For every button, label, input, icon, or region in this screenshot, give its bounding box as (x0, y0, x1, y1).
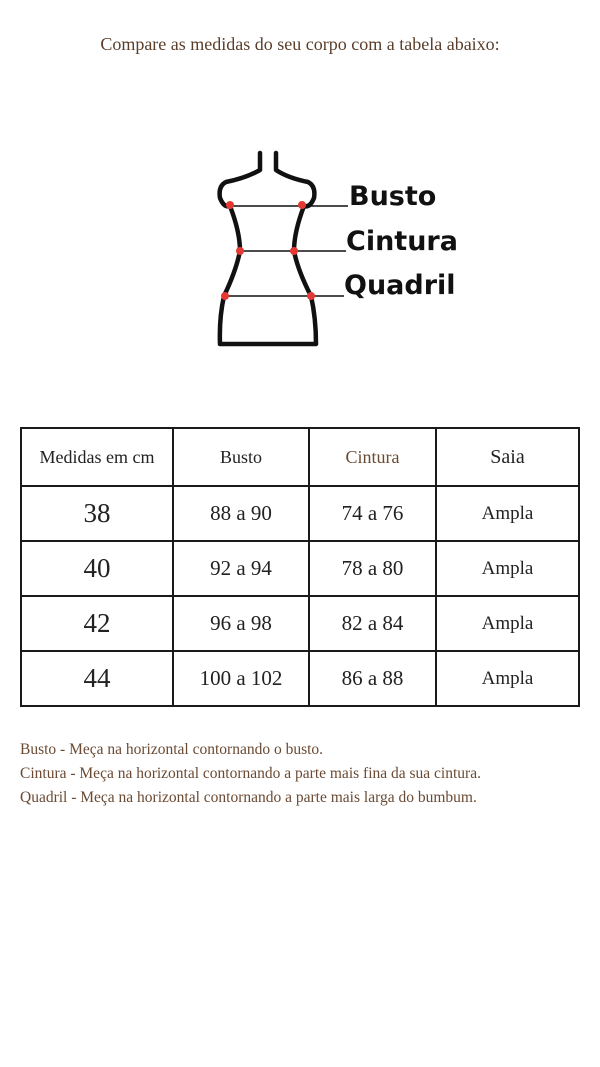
hip-label: Quadril (344, 270, 456, 301)
header-waist: Cintura (309, 428, 436, 486)
bust-cell: 100 a 102 (173, 651, 309, 706)
table-row (21, 541, 579, 596)
measurement-notes (20, 738, 595, 810)
bust-label: Busto (349, 181, 437, 212)
note-waist: Cintura - Meça na horizontal contornando a parte mais fina da sua cintura. (20, 765, 481, 782)
size-cell: 42 (21, 596, 173, 651)
waist-cell: 86 a 88 (309, 651, 436, 706)
note-bust: Busto - Meça na horizontal contornando o busto. (20, 741, 324, 758)
mannequin-outline (220, 153, 316, 344)
table-row (21, 486, 579, 541)
waist-cell: 78 a 80 (309, 541, 436, 596)
header-measures: Medidas em cm (21, 428, 173, 486)
skirt-cell: Ampla (436, 596, 579, 651)
bust-marker-left (226, 201, 234, 209)
bust-cell: 96 a 98 (173, 596, 309, 651)
waist-cell: 74 a 76 (309, 486, 436, 541)
measurement-figure (210, 148, 480, 348)
table-row (21, 651, 579, 706)
waist-cell: 82 a 84 (309, 596, 436, 651)
bust-marker-right (298, 201, 306, 209)
bust-cell: 92 a 94 (173, 541, 309, 596)
mannequin-icon (210, 148, 480, 348)
size-cell: 40 (21, 541, 173, 596)
size-cell: 38 (21, 486, 173, 541)
bust-cell: 88 a 90 (173, 486, 309, 541)
waist-marker-right (290, 247, 298, 255)
size-table (20, 427, 580, 707)
skirt-cell: Ampla (436, 486, 579, 541)
header-skirt: Saia (436, 428, 579, 486)
hip-marker-left (221, 292, 229, 300)
table-row (21, 596, 579, 651)
note-hip: Quadril - Meça na horizontal contornando a parte mais larga do bumbum. (20, 789, 477, 806)
table-header-row (21, 428, 579, 486)
skirt-cell: Ampla (436, 541, 579, 596)
waist-label: Cintura (346, 226, 458, 257)
intro-text: Compare as medidas do seu corpo com a tabela abaixo: (100, 34, 500, 54)
hip-marker-right (307, 292, 315, 300)
waist-marker-left (236, 247, 244, 255)
size-cell: 44 (21, 651, 173, 706)
skirt-cell: Ampla (436, 651, 579, 706)
header-bust: Busto (173, 428, 309, 486)
